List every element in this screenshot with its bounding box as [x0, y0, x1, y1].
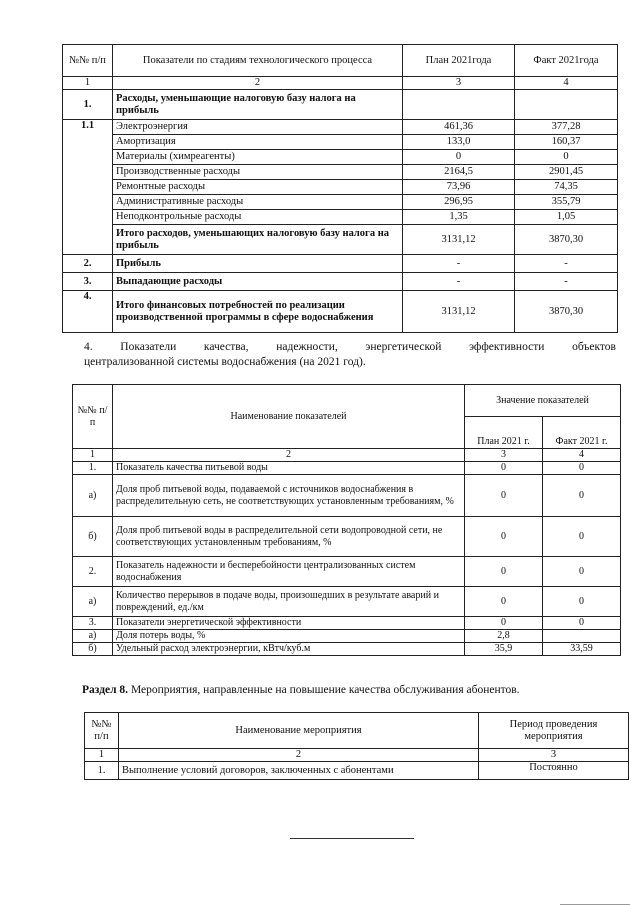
row-plan: 461,36 — [403, 120, 515, 135]
row-name: Удельный расход электроэнергии, кВтч/куб.м — [113, 643, 465, 656]
header-num: №№ п/п — [85, 713, 119, 749]
table-row — [73, 517, 621, 557]
table-row — [63, 165, 618, 180]
row-fact: - — [515, 273, 618, 291]
row-name: Амортизация — [113, 135, 403, 150]
table-row — [63, 120, 618, 135]
row-plan: 2164,5 — [403, 165, 515, 180]
row-fact: - — [515, 255, 618, 273]
colnum: 1 — [85, 749, 119, 762]
table-row — [63, 291, 618, 333]
table-row — [63, 135, 618, 150]
table-row — [63, 195, 618, 210]
table-header-row — [85, 713, 629, 749]
row-name: Прибыль — [113, 255, 403, 273]
colnum: 3 — [465, 449, 543, 462]
table-row — [63, 180, 618, 195]
row-num: 1. — [85, 762, 119, 780]
header-fact: Факт 2021 г. — [543, 417, 621, 449]
header-plan: План 2021 г. — [465, 417, 543, 449]
row-num: а) — [73, 475, 113, 517]
measures-table — [84, 712, 629, 780]
table-row — [63, 255, 618, 273]
colnum: 4 — [515, 77, 618, 90]
row-name: Электроэнергия — [113, 120, 403, 135]
finance-table — [62, 44, 618, 333]
colnum: 1 — [63, 77, 113, 90]
row-num: 4. — [63, 291, 113, 333]
colnum: 3 — [403, 77, 515, 90]
row-plan: 0 — [465, 587, 543, 617]
row-plan: 1,35 — [403, 210, 515, 225]
row-fact: 74,35 — [515, 180, 618, 195]
row-name: Доля потерь воды, % — [113, 630, 465, 643]
row-fact: 160,37 — [515, 135, 618, 150]
section8-heading — [82, 684, 520, 696]
row-fact: 0 — [543, 475, 621, 517]
row-fact: 3870,30 — [515, 291, 618, 333]
column-number-row — [73, 449, 621, 462]
row-name: Доля проб питьевой воды, подаваемой с источников водоснабжения в распределительную сеть, не соответствующих установленным требованиям, % — [113, 475, 465, 517]
row-plan: - — [403, 255, 515, 273]
row-fact: 377,28 — [515, 120, 618, 135]
row-num: 1. — [63, 90, 113, 120]
row-fact: 0 — [543, 617, 621, 630]
header-num: №№ п/п — [63, 45, 113, 77]
colnum: 2 — [119, 749, 479, 762]
row-name: Производственные расходы — [113, 165, 403, 180]
table-row — [73, 643, 621, 656]
row-plan: 35,9 — [465, 643, 543, 656]
row-plan: 0 — [403, 150, 515, 165]
section-label: Раздел 8. — [82, 684, 129, 696]
row-plan: 296,95 — [403, 195, 515, 210]
para-word: энергетической — [365, 341, 442, 353]
row-num: 2. — [73, 557, 113, 587]
row-num: 2. — [63, 255, 113, 273]
para-line2: централизованной системы водоснабжения (на 2021 год). — [84, 356, 366, 368]
table-row — [63, 210, 618, 225]
row-fact: 0 — [515, 150, 618, 165]
row-name: Показатели энергетической эффективности — [113, 617, 465, 630]
row-fact: 355,79 — [515, 195, 618, 210]
para-word: Показатели — [120, 341, 177, 353]
row-num: 1.1 — [63, 120, 113, 255]
table-row — [63, 90, 618, 120]
row-fact — [515, 90, 618, 120]
header-name: Наименование показателей — [113, 385, 465, 449]
row-plan: 0 — [465, 517, 543, 557]
row-plan: 133,0 — [403, 135, 515, 150]
header-plan: План 2021года — [403, 45, 515, 77]
row-name: Итого финансовых потребностей по реализации производственной программы в сфере водоснабжения — [113, 291, 403, 333]
table-row — [63, 273, 618, 291]
para-word: объектов — [572, 341, 616, 353]
row-fact: 0 — [543, 517, 621, 557]
header-value: Значение показателей — [465, 385, 621, 417]
row-name: Расходы, уменьшающие налоговую базу налога на прибыль — [113, 90, 403, 120]
row-name: Административные расходы — [113, 195, 403, 210]
row-num: а) — [73, 587, 113, 617]
column-number-row — [85, 749, 629, 762]
header-name: Наименование мероприятия — [119, 713, 479, 749]
signature-line — [290, 838, 414, 839]
row-name: Выполнение условий договоров, заключенных с абонентами — [119, 762, 479, 780]
table-header-row — [73, 385, 621, 417]
row-num: б) — [73, 517, 113, 557]
row-num: б) — [73, 643, 113, 656]
para-word: 4. — [84, 341, 93, 353]
row-plan: 0 — [465, 462, 543, 475]
row-fact: 0 — [543, 587, 621, 617]
table-row — [63, 225, 618, 255]
colnum: 2 — [113, 449, 465, 462]
table-row — [73, 587, 621, 617]
row-plan — [403, 90, 515, 120]
row-plan: 73,96 — [403, 180, 515, 195]
row-name: Количество перерывов в подаче воды, произошедших в результате аварий и повреждений, ед./км — [113, 587, 465, 617]
row-name: Доля проб питьевой воды в распределительной сети водопроводной сети, не соответствующих установленным требованиям, % — [113, 517, 465, 557]
header-fact: Факт 2021года — [515, 45, 618, 77]
row-fact: 2901,45 — [515, 165, 618, 180]
row-num: а) — [73, 630, 113, 643]
row-plan: 3131,12 — [403, 291, 515, 333]
row-num: 3. — [73, 617, 113, 630]
table-row — [73, 557, 621, 587]
row-fact — [543, 630, 621, 643]
table-header-row — [63, 45, 618, 77]
colnum: 1 — [73, 449, 113, 462]
row-fact: 0 — [543, 557, 621, 587]
row-name: Показатель надежности и бесперебойности централизованных систем водоснабжения — [113, 557, 465, 587]
row-plan: 2,8 — [465, 630, 543, 643]
row-plan: 3131,12 — [403, 225, 515, 255]
row-name: Показатель качества питьевой воды — [113, 462, 465, 475]
row-name: Неподконтрольные расходы — [113, 210, 403, 225]
row-fact: 0 — [543, 462, 621, 475]
para-word: качества, — [203, 341, 249, 353]
colnum: 4 — [543, 449, 621, 462]
table-row — [73, 630, 621, 643]
header-num: №№ п/п — [73, 385, 113, 449]
header-period: Период проведения мероприятия — [479, 713, 629, 749]
row-name: Выпадающие расходы — [113, 273, 403, 291]
column-number-row — [63, 77, 618, 90]
row-period: Постоянно — [479, 762, 629, 780]
row-plan: 0 — [465, 475, 543, 517]
para-word: эффективности — [469, 341, 545, 353]
row-name: Итого расходов, уменьшающих налоговую базу налога на прибыль — [113, 225, 403, 255]
section-text: Мероприятия, направленные на повышение качества обслуживания абонентов. — [130, 684, 520, 696]
table-row — [73, 617, 621, 630]
row-name: Ремонтные расходы — [113, 180, 403, 195]
row-name: Материалы (химреагенты) — [113, 150, 403, 165]
table-row — [73, 462, 621, 475]
table-row — [63, 150, 618, 165]
row-fact: 3870,30 — [515, 225, 618, 255]
row-fact: 33,59 — [543, 643, 621, 656]
quality-indicators-table — [72, 384, 621, 656]
table-row — [73, 475, 621, 517]
section4-heading — [84, 340, 616, 370]
colnum: 2 — [113, 77, 403, 90]
para-word: надежности, — [276, 341, 338, 353]
row-plan: 0 — [465, 557, 543, 587]
row-fact: 1,05 — [515, 210, 618, 225]
colnum: 3 — [479, 749, 629, 762]
header-name: Показатели по стадиям технологического процесса — [113, 45, 403, 77]
row-num: 1. — [73, 462, 113, 475]
row-plan: - — [403, 273, 515, 291]
table-row — [85, 762, 629, 780]
row-num: 3. — [63, 273, 113, 291]
row-plan: 0 — [465, 617, 543, 630]
